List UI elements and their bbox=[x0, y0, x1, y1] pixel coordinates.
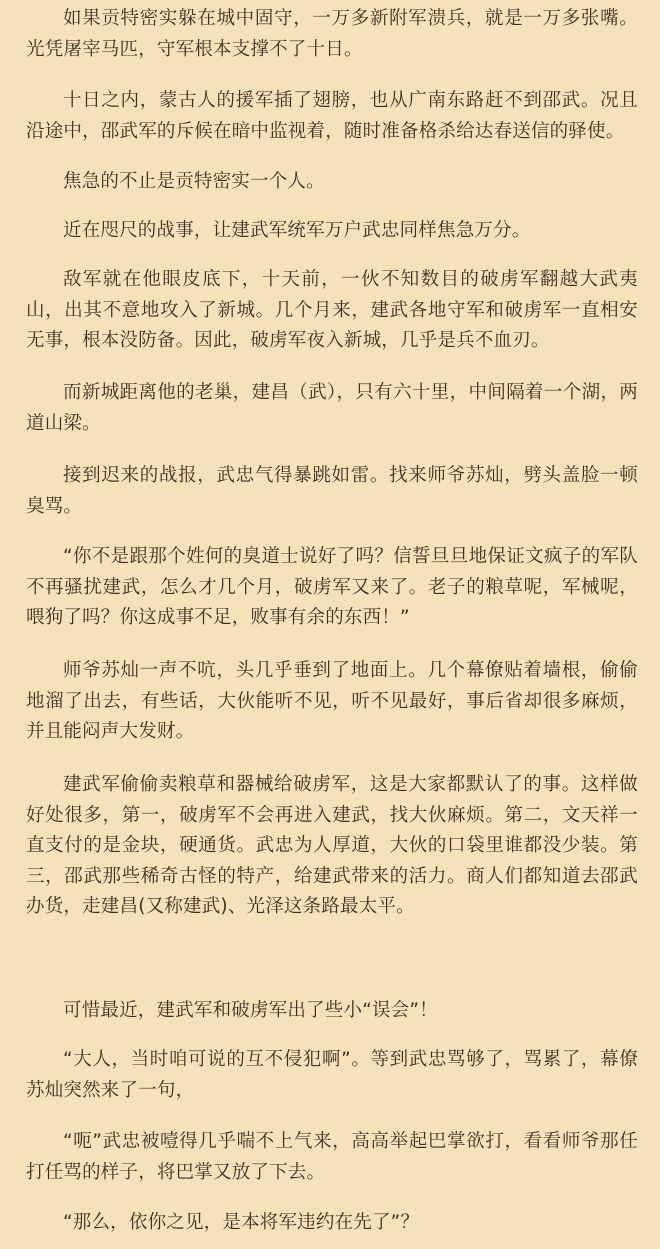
paragraph: 如果贡特密实躲在城中固守，一万多新附军溃兵，就是一万多张嘴。光凭屠宰马匹，守军根本支撑不了十日。 bbox=[26, 8, 638, 60]
paragraph: 接到迟来的战报，武忠气得暴跳如雷。找来师爷苏灿，劈头盖脸一顿臭骂。 bbox=[26, 465, 638, 517]
dialogue-paragraph: “你不是跟那个姓何的臭道士说好了吗？信誓旦旦地保证文疯子的军队不再骚扰建武，怎么才几个月，破虏军又来了。老子的粮草呢，军械呢，喂狗了吗？你这成事不足，败事有余的东西！” bbox=[26, 546, 638, 628]
paragraph: 建武军偷偷卖粮草和器械给破虏军，这是大家都默认了的事。这样做好处很多，第一，破虏军不会再进入建武，找大伙麻烦。第二，文天祥一直支付的是金块，硬通货。武忠为人厚道，大伙的口袋里谁都没少装。第三，邵武那些稀奇古怪的特产，给建武带来的活力。商人们都知道去邵武办货，走建昌(又称建武)、光泽这条路最太平。 bbox=[26, 774, 638, 917]
paragraph: 十日之内，蒙古人的援军插了翅膀，也从广南东路赶不到邵武。况且沿途中，邵武军的斥候在暗中监视着，随时准备格杀给达春送信的驿使。 bbox=[26, 90, 638, 142]
paragraph: 焦急的不止是贡特密实一个人。 bbox=[63, 171, 325, 192]
dialogue-paragraph: “呃”武忠被噎得几乎喘不上气来，高高举起巴掌欲打，看看师爷那任打任骂的样子，将巴掌又放了下去。 bbox=[26, 1131, 638, 1183]
paragraph: 师爷苏灿一声不吭，头几乎垂到了地面上。几个幕僚贴着墙根，偷偷地溜了出去，有些话，大伙能听不见，听不见最好，事后省却很多麻烦，并且能闷声大发财。 bbox=[26, 660, 638, 742]
paragraph: 可惜最近，建武军和破虏军出了些小“误会”！ bbox=[63, 1000, 438, 1021]
paragraph: 近在咫尺的战事，让建武军统军万户武忠同样焦急万分。 bbox=[63, 220, 531, 241]
paragraph: 敌军就在他眼皮底下，十天前，一伙不知数目的破虏军翻越大武夷山，出其不意地攻入了新城。几个月来，建武各地守军和破虏军一直相安无事，根本没防备。因此，破虏军夜入新城，几乎是兵不血刃。 bbox=[26, 269, 638, 351]
dialogue-paragraph: “那么，依你之见，是本将军违约在先了”？ bbox=[63, 1212, 420, 1233]
dialogue-paragraph: “大人，当时咱可说的互不侵犯啊”。等到武忠骂够了，骂累了，幕僚苏灿突然来了一句， bbox=[26, 1049, 638, 1101]
paragraph: 而新城距离他的老巢，建昌（武），只有六十里，中间隔着一个湖，两道山梁。 bbox=[26, 382, 638, 434]
